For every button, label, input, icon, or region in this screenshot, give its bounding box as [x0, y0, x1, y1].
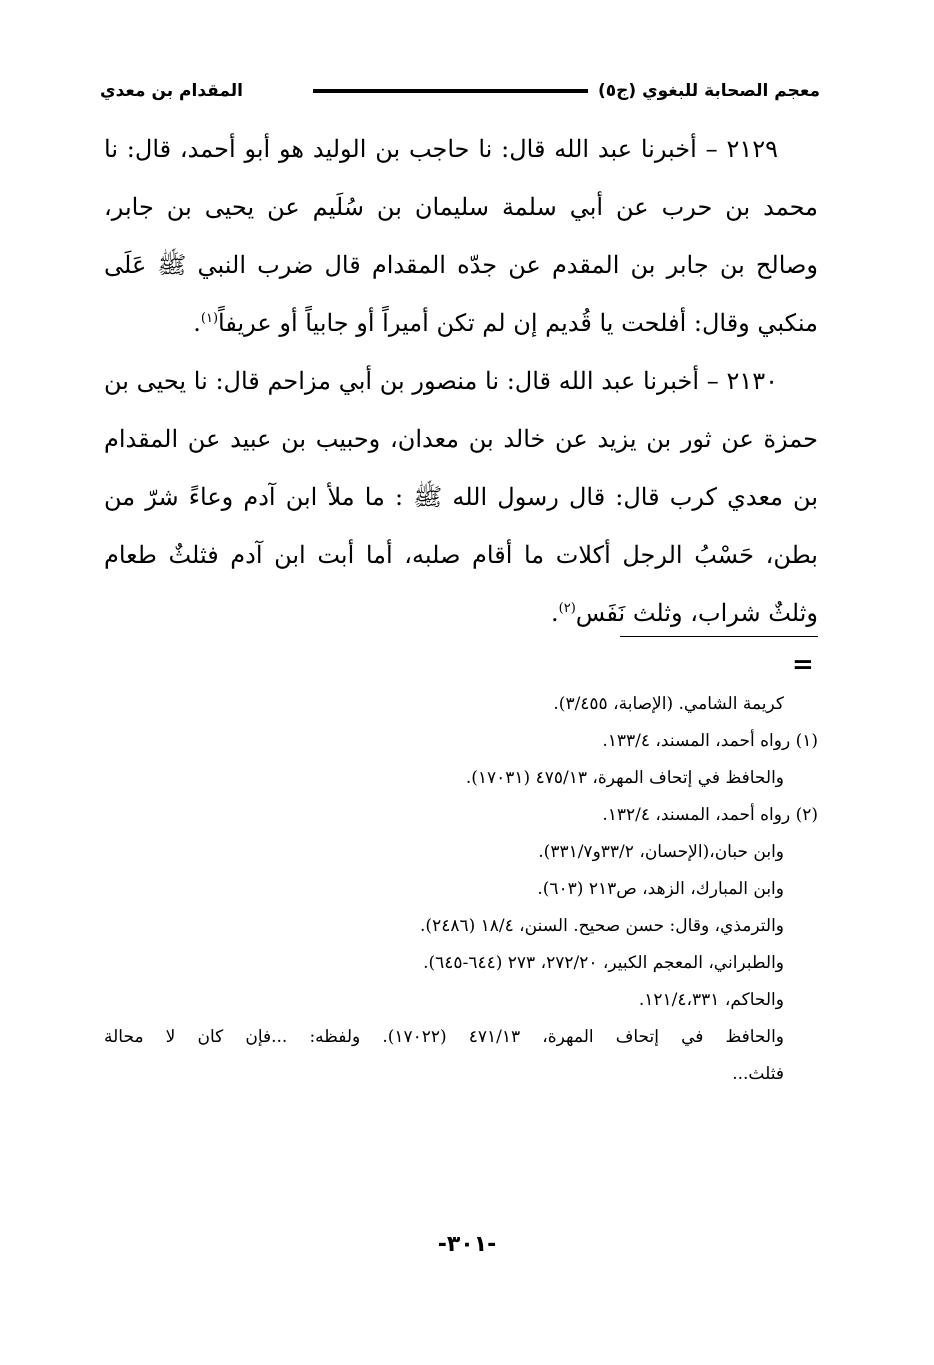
footnote-line: والحافظ في إتحاف المهرة، ٤٧٥/١٣ (١٧٠٣١).: [465, 768, 784, 788]
footnote-line: فثلث...: [732, 1064, 784, 1084]
footnote-line: والترمذي، وقال: حسن صحيح. السنن، ١٨/٤ (٢٤٨٦).: [420, 916, 784, 936]
footnotes: [104, 686, 818, 1093]
footnote-line: وابن المبارك، الزهد، ص٢١٣ (٦٠٣).: [537, 879, 784, 899]
hadith-2129: [104, 120, 818, 352]
hadith-end: .: [550, 599, 559, 627]
running-header: [100, 74, 820, 108]
hadith-text: ٢١٣٠ – أخبرنا عبد الله قال: نا منصور بن أبي مزاحم قال: نا يحيى بن حمزة عن ثور بن يزيد عن خالد بن معدان، وحبيب بن عبيد عن المقدام بن معدي كرب قال: قال رسول الله ﷺ : ما ملأ ابن آدم وعاءً شرّ من بطن، حَسْبُ الرجل أكلات ما أقام صلبه، أما أبت ابن آدم فثلثٌ طعام وثلثٌ شراب، وثلث نَفَس: [104, 367, 818, 627]
footnote-ref[interactable]: (١): [200, 311, 219, 326]
main-text: [104, 120, 818, 642]
footnote-continuation-mark: =: [792, 650, 814, 680]
header-rule: [313, 89, 588, 93]
footnote-line: والطبراني، المعجم الكبير، ٢٧٢/٢٠، ٢٧٣ (٦٤٤-٦٤٥).: [423, 953, 784, 973]
footnote-separator: [620, 636, 818, 637]
hadith-text: ٢١٢٩ – أخبرنا عبد الله قال: نا حاجب بن الوليد هو أبو أحمد، قال: نا محمد بن حرب عن أبي سلمة سليمان بن سُلَيم عن يحيى بن جابر، وصالح بن جابر بن المقدم عن جدّه المقدام قال ضرب النبي ﷺ عَلَى منكبي وقال: أفلحت يا قُديم إن لم تكن أميراً أو جابياً أو عريفاً: [104, 135, 818, 337]
footnote-line: (١) رواه أحمد، المسند، ١٣٣/٤.: [602, 731, 818, 751]
hadith-end: .: [193, 309, 201, 337]
footnote-line: (٢) رواه أحمد، المسند، ١٣٢/٤.: [602, 805, 818, 825]
page-number: -٣٠١-: [437, 1232, 497, 1257]
header-entry-title: المقدام بن معدي: [100, 81, 243, 101]
footnote-line: والحافظ في إتحاف المهرة، ٤٧١/١٣ (١٧٠٢٢). ولفظه: ...فإن كان لا محالة: [104, 1027, 785, 1047]
footnote-ref[interactable]: (٢): [558, 601, 576, 616]
footnote-line: كريمة الشامي. (الإصابة، ٣/٤٥٥).: [553, 694, 784, 714]
footnote-line: والحاكم، ١٢١/٤،٣٣١.: [638, 990, 784, 1010]
hadith-2130: [104, 352, 818, 642]
footnote-line: وابن حبان،(الإحسان، ٣٣/٢و٣٣١/٧).: [538, 842, 784, 862]
header-book-title: معجم الصحابة للبغوي (ج٥): [597, 81, 820, 101]
